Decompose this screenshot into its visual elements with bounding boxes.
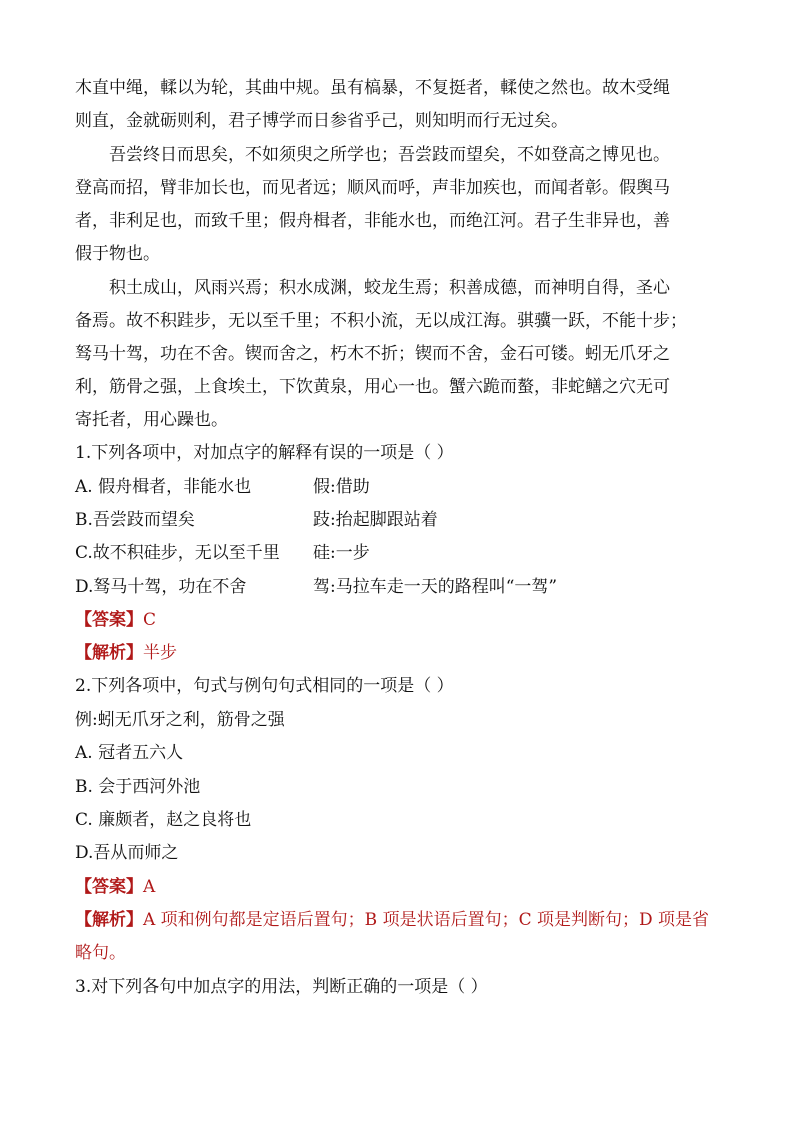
passage-line: 吾尝终日而思矣，不如须臾之所学也；吾尝跂而望矣，不如登高之博见也。 [109,145,670,165]
analysis-label: 【解析】 [75,910,143,930]
analysis-label: 【解析】 [75,643,143,663]
q2-answer [75,877,155,897]
analysis-text: A 项和例句都是定语后置句；B 项是状语后置句；C 项是判断句；D 项是省 [143,910,710,930]
q1-answer [75,610,156,630]
passage-line: 木直中绳，輮以为轮，其曲中规。虽有槁暴，不复挺者，輮使之然也。故木受绳 [75,78,670,98]
analysis-text: 半步 [143,643,177,663]
q1-option-c-gloss: 硅:一步 [313,543,370,563]
answer-label: 【答案】 [75,610,143,630]
q1-option-a-gloss: 假:借助 [313,477,370,497]
answer-label: 【答案】 [75,877,143,897]
q2-option-c: C. 廉颇者，赵之良将也 [75,810,252,830]
question-3-stem: 3.对下列各句中加点字的用法，判断正确的一项是（ ） [75,977,488,997]
passage-line: 利，筋骨之强，上食埃土，下饮黄泉，用心一也。蟹六跪而螯，非蛇鳝之穴无可 [75,377,670,397]
q2-analysis-continued: 略句。 [75,943,126,963]
q1-option-a: A. 假舟楫者，非能水也 [75,477,252,497]
passage-line: 寄托者，用心躁也。 [75,410,228,430]
passage-line: 驽马十驾，功在不舍。锲而舍之，朽木不折；锲而不舍，金石可镂。蚓无爪牙之 [75,344,670,364]
passage-line: 则直，金就砺则利，君子博学而日参省乎己，则知明而行无过矣。 [75,111,568,131]
q2-option-a: A. 冠者五六人 [75,743,184,763]
q1-option-d-gloss: 驾:马拉车走一天的路程叫“一驾” [313,577,558,597]
q1-option-b: B.吾尝跂而望矣 [75,510,195,530]
q1-option-c: C.故不积硅步，无以至千里 [75,543,280,563]
q1-option-b-gloss: 跂:抬起脚跟站着 [313,510,438,530]
q2-analysis [75,910,709,930]
passage-line: 积土成山，风雨兴焉；积水成渊，蛟龙生焉；积善成德，而神明自得，圣心 [109,278,670,298]
q1-option-d: D.驽马十驾，功在不舍 [75,577,247,597]
question-1-stem: 1.下列各项中，对加点字的解释有误的一项是（ ） [75,443,454,463]
question-2-stem: 2.下列各项中，句式与例句句式相同的一项是（ ） [75,676,454,696]
passage-line: 登高而招，臂非加长也，而见者远；顺风而呼，声非加疾也，而闻者彰。假舆马 [75,178,670,198]
passage-line: 者，非利足也，而致千里；假舟楫者，非能水也，而绝江河。君子生非异也，善 [75,211,670,231]
q2-option-b: B. 会于西河外池 [75,777,201,797]
q2-example: 例:蚓无爪牙之利，筋骨之强 [75,710,285,730]
passage-line: 假于物也。 [75,244,160,264]
q2-option-d: D.吾从而师之 [75,843,179,863]
passage-line: 备焉。故不积跬步，无以至千里；不积小流，无以成江海。骐骥一跃，不能十步； [75,311,687,331]
q1-analysis [75,643,177,663]
answer-value: C [143,610,157,630]
answer-value: A [143,877,156,897]
